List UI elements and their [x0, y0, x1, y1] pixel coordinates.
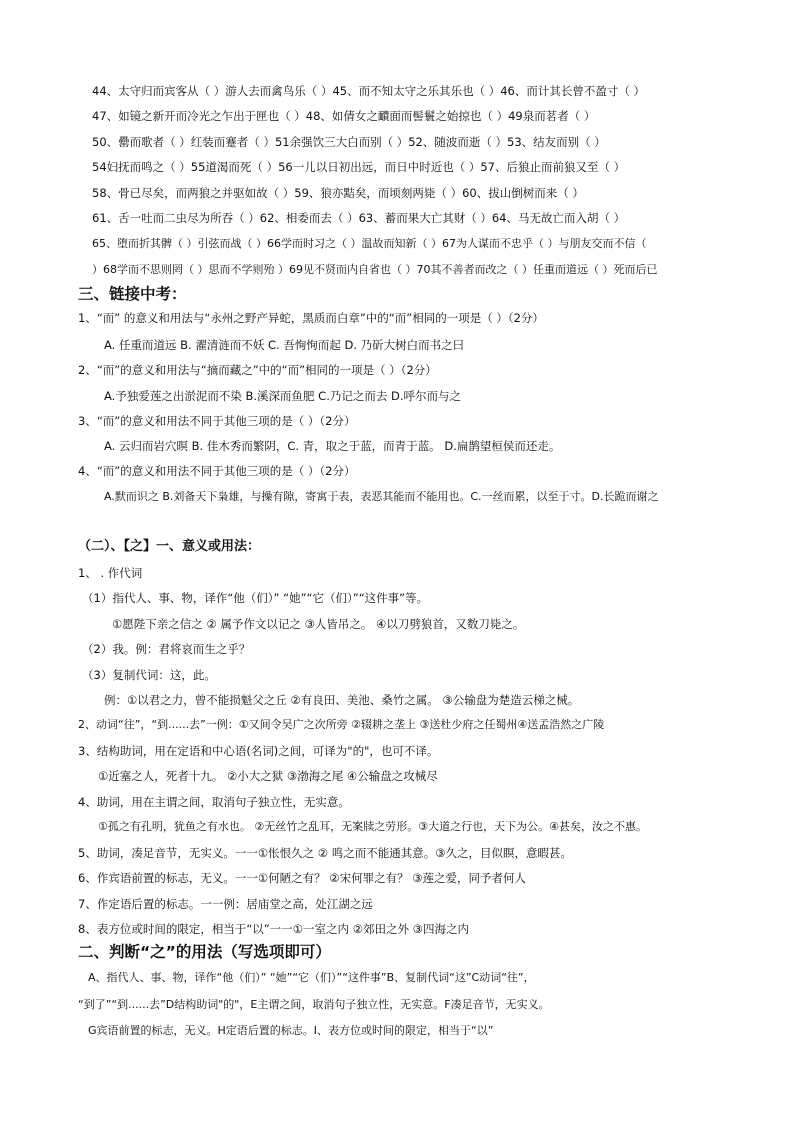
- question-3-options: A. 云归而岩穴暝 B. 佳木秀而繁阴，C. 青，取之于蓝，而青于蓝。 D.扁鹊望桓侯而还走。: [104, 439, 561, 453]
- zhi-line-10: 4、助词，用在主谓之间，取消句子独立性，无实意。: [78, 795, 350, 809]
- question-2-options: A.予独爱莲之出淤泥而不染 B.溪深而鱼肥 C.乃记之而去 D.呼尔而与之: [104, 389, 462, 403]
- question-2: 2、“而”的意义和用法与“摘而藏之”中的“而”相同的一项是（ ）（2分）: [78, 363, 437, 377]
- zhi-line-5: （3）复制代词：这，此。: [82, 668, 216, 682]
- items-line-3: 50、罍而歌者（ ）红装而蹇者（ ）51余强饮三大白而别（ ）52、随波而逝（ ）53、结友而别（ ）: [92, 135, 606, 149]
- zhi-line-6: 例：①以君之力，曾不能损魁父之丘 ②有良田、美池、桑竹之属。 ③公输盘为楚造云梯之械。: [104, 693, 580, 707]
- zhi-line-14: 7、作定语后置的标志。一一例：居庙堂之高，处江湖之远: [78, 897, 373, 911]
- items-line-7: 65、堕而折其髀（ ）引弦而战（ ）66学而时习之（ ）温故而知新（ ）67为人谋而不忠乎（ ）与朋友交而不信（: [92, 237, 647, 250]
- judge-line-2: “到了”“到......去”D结构助词"的"，E主谓之间，取消句子独立性，无实意。F凑足音节，无实义。: [78, 998, 550, 1011]
- items-line-1: 44、太守归而宾客从（ ）游人去而禽鸟乐（ ）45、而不知太守之乐其乐也（ ）46、而计其长曾不盈寸（ ）: [92, 84, 646, 98]
- section-title-link-exam: 三、链接中考：: [78, 285, 187, 303]
- judge-line-3: G宾语前置的标志，无义。H定语后置的标志。I、表方位或时间的限定，相当于“以”: [88, 1024, 494, 1037]
- question-4-options: A.默而识之 B.刘备天下枭雄，与操有隙，寄寓于表，表恶其能而不能用也。C.一丝而累，以至于寸。D.长跪而谢之: [104, 490, 659, 503]
- items-line-4: 54妇抚而鸣之（ ）55道渴而死（ ）56一儿以日初出远，而日中时近也（ ）57、后狼止而前狼又至（ ）: [92, 160, 626, 174]
- zhi-line-8: 3、结构助词，用在定语和中心语(名词)之间，可译为"的"，也可不译。: [78, 744, 439, 758]
- items-line-2: 47、如镜之新开而冷光之乍出于匣也（ ）48、如倩女之靧面而髻鬟之始掠也（ ）49泉而茗者（ ）: [92, 109, 596, 123]
- zhi-line-11: ①孤之有孔明，犹鱼之有水也。 ②无丝竹之乱耳，无案牍之劳形。③大道之行也，天下为公。④甚矣，汝之不惠。: [98, 820, 647, 833]
- zhi-line-12: 5、助词，凑足音节，无实义。一一①怅恨久之 ② 鸣之而不能通其意。③久之，目似瞑，意暇甚。: [78, 846, 573, 860]
- zhi-line-3: ①愿陛下亲之信之 ② 属予作文以记之 ③人皆吊之。 ④以刀劈狼首，又数刀毙之。: [112, 617, 525, 631]
- section-title-zhi: （二）、【之】一、意义或用法：: [78, 539, 261, 554]
- zhi-line-13: 6、作宾语前置的标志，无义。一一①何陋之有？ ②宋何罪之有？ ③莲之爱，同予者何人: [78, 871, 527, 885]
- question-1: 1、“而” 的意义和用法与“永州之野产异蛇，黑质而白章”中的“而”相同的一项是（ ）（2分）: [78, 311, 544, 325]
- section-title-judge: 二、判断“之”的用法（写选项即可）: [78, 943, 331, 961]
- zhi-line-4: （2）我。例：君将哀而生之乎？: [82, 642, 251, 656]
- items-line-6: 61、舌一吐而二虫尽为所吞（ ）62、相委而去（ ）63、蓄而果大亡其财（ ）64、马无故亡而入胡（ ）: [92, 211, 626, 225]
- items-line-8: ）68学而不思则罔（ ）思而不学则殆 ）69见不贤而内自省也（ ）70其不善者而改之（ ）任重而道远（ ）死而后已: [92, 263, 658, 276]
- zhi-line-9: ①近塞之人，死者十九。 ②小大之狱 ③渤海之尾 ④公输盘之攻械尽: [98, 769, 438, 783]
- zhi-line-2: （1）指代人、事、物，译作“他（们）” “她”“它（们）”“这件事”等。: [82, 591, 429, 605]
- question-3: 3、“而”的意义和用法不同于其他三项的是（ ）（2分）: [78, 414, 356, 428]
- zhi-line-1: 1、 . 作代词: [78, 566, 143, 580]
- zhi-line-15: 8、表方位或时间的限定，相当于“以”一一①一室之内 ②郊田之外 ③四海之内: [78, 922, 469, 936]
- items-line-5: 58、骨已尽矣，而两狼之并驱如故（ ）59、狼亦黠矣，而顷刻两毙（ ）60、拔山倒树而来（ ）: [92, 186, 584, 200]
- judge-line-1: A、指代人、事、物，译作“他（们）” “她”“它（们）”“这件事”B、复制代词“这”C动词“往”，: [88, 971, 535, 984]
- question-1-options: A. 任重而道远 B. 濯清涟而不妖 C. 吾恂恂而起 D. 乃斫大树白而书之曰: [104, 338, 465, 352]
- zhi-line-7: 2、动词“往”，“到......去”一例：①又间令吴广之次所旁 ②辍耕之垄上 ③送杜少府之任蜀州④送孟浩然之广陵: [78, 718, 605, 731]
- question-4: 4、“而”的意义和用法不同于其他三项的是（ ）（2分）: [78, 464, 356, 478]
